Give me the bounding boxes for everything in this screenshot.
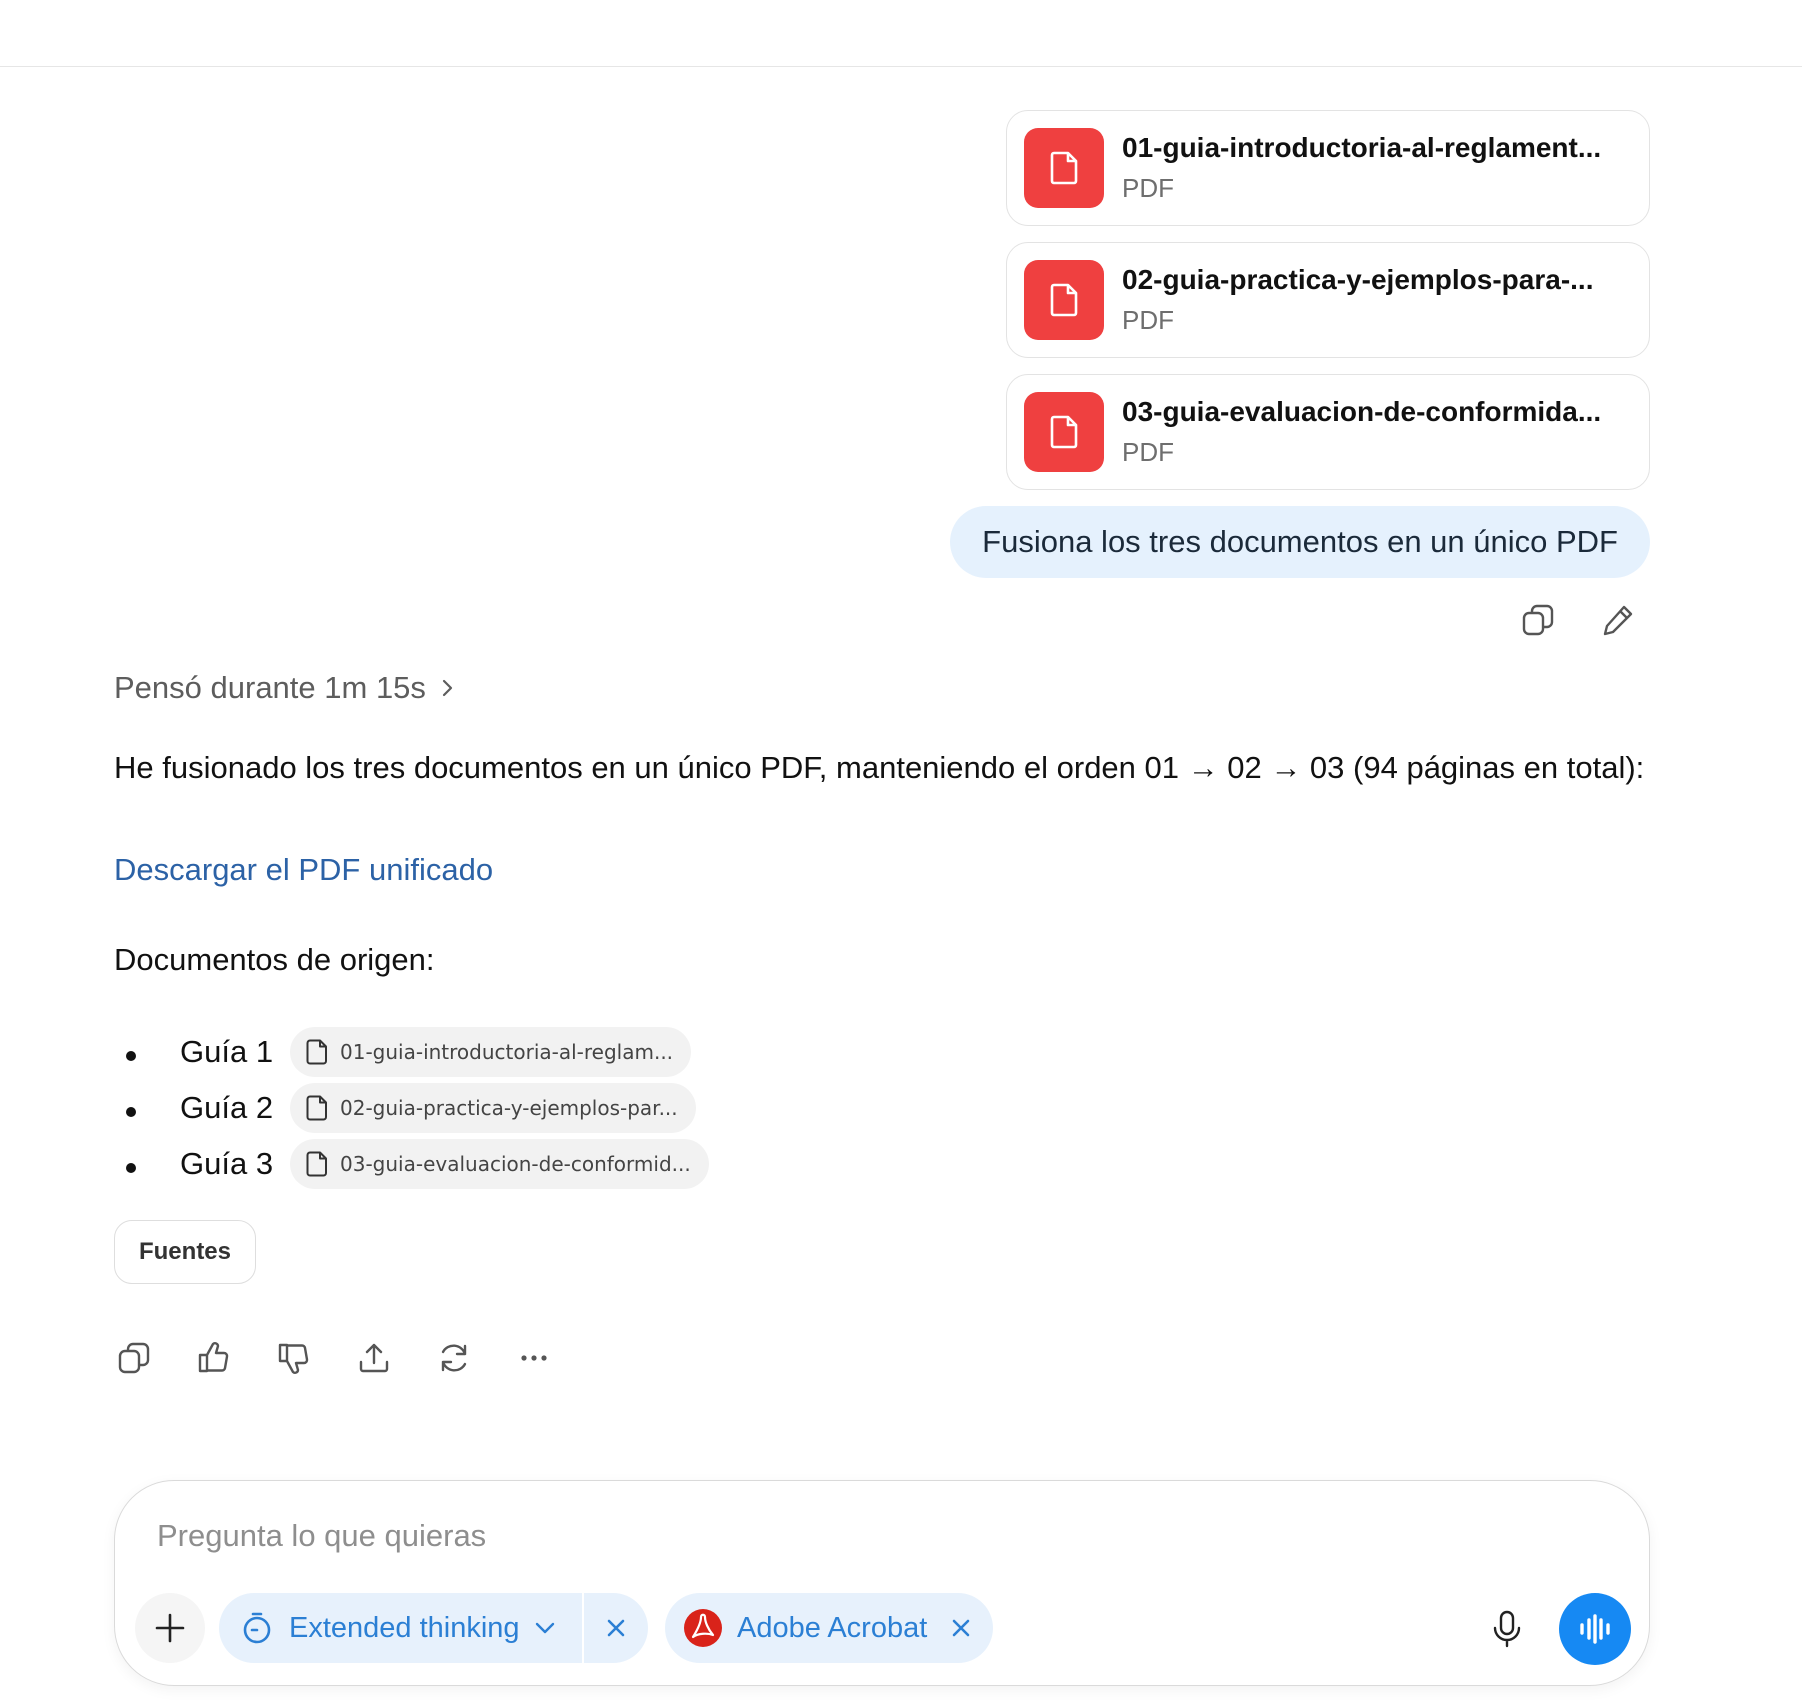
voice-mode-button[interactable]: [1559, 1593, 1631, 1665]
pdf-file-icon: [1024, 128, 1104, 208]
file-icon: [306, 1039, 328, 1065]
pdf-file-icon: [1024, 392, 1104, 472]
adobe-acrobat-app[interactable]: [665, 1593, 939, 1663]
plus-icon: [154, 1612, 186, 1644]
microphone-icon: [1491, 1609, 1523, 1649]
attachment-name: 03-guia-evaluacion-de-conformida...: [1122, 396, 1602, 427]
chevron-right-icon: [440, 678, 454, 698]
assistant-paragraph: He fusionado los tres documentos en un único PDF, manteniendo el orden 01 → 02 → 03 (94 páginas en total):: [114, 750, 1645, 785]
source-documents-list: [126, 1024, 709, 1192]
microphone-button[interactable]: [1479, 1601, 1535, 1657]
list-item: [126, 1024, 709, 1080]
bullet-icon: [126, 1051, 136, 1061]
attachment-card[interactable]: [1006, 110, 1650, 226]
extended-thinking-label: Extended thinking: [289, 1611, 520, 1644]
share-icon[interactable]: [352, 1336, 396, 1380]
download-merged-pdf-link[interactable]: Descargar el PDF unificado: [114, 852, 494, 887]
attachment-name: 01-guia-introductoria-al-reglament...: [1122, 132, 1602, 163]
bullet-icon: [126, 1107, 136, 1117]
source-file-chip[interactable]: [290, 1027, 691, 1077]
thumbs-down-icon[interactable]: [272, 1336, 316, 1380]
remove-adobe-acrobat-button[interactable]: [939, 1593, 983, 1663]
copy-icon[interactable]: [112, 1336, 156, 1380]
attachment-type: PDF: [1122, 437, 1174, 467]
pdf-file-icon: [1024, 260, 1104, 340]
attachment-type: PDF: [1122, 305, 1174, 335]
list-item: [126, 1136, 709, 1192]
thinking-summary-toggle[interactable]: [114, 670, 454, 706]
sources-button[interactable]: Fuentes: [114, 1220, 256, 1284]
prompt-input[interactable]: [155, 1507, 1559, 1565]
source-file-name: 02-guia-practica-y-ejemplos-par...: [340, 1096, 678, 1120]
source-label: Guía 1: [180, 1034, 274, 1069]
more-options-icon[interactable]: [512, 1336, 556, 1380]
thumbs-up-icon[interactable]: [192, 1336, 236, 1380]
sources-heading: Documentos de origen:: [114, 942, 435, 977]
list-item: [126, 1080, 709, 1136]
add-attachment-button[interactable]: [135, 1593, 205, 1663]
file-icon: [306, 1095, 328, 1121]
extended-thinking-selector[interactable]: [219, 1593, 582, 1663]
source-file-chip[interactable]: [290, 1139, 709, 1189]
adobe-acrobat-label: Adobe Acrobat: [737, 1611, 928, 1644]
source-file-name: 01-guia-introductoria-al-reglam...: [340, 1040, 674, 1064]
file-icon: [306, 1151, 328, 1177]
chevron-down-icon: [534, 1621, 556, 1635]
close-icon: [605, 1617, 627, 1639]
close-icon: [950, 1617, 972, 1639]
thinking-summary-label: Pensó durante 1m 15s: [114, 670, 426, 705]
timer-icon: [239, 1610, 275, 1646]
adobe-acrobat-pill: [665, 1593, 993, 1663]
extended-thinking-pill: [219, 1593, 648, 1663]
waveform-icon: [1577, 1614, 1613, 1644]
attachment-card[interactable]: [1006, 374, 1650, 490]
attachment-type: PDF: [1122, 173, 1174, 203]
edit-pencil-icon[interactable]: [1596, 598, 1640, 642]
adobe-acrobat-icon: [683, 1608, 723, 1648]
attachment-list: [1006, 110, 1650, 506]
source-label: Guía 2: [180, 1090, 274, 1125]
composer: [114, 1480, 1650, 1686]
user-message-bubble: Fusiona los tres documentos en un único PDF: [950, 506, 1650, 578]
top-bar: [0, 0, 1802, 67]
attachment-name: 02-guia-practica-y-ejemplos-para-...: [1122, 264, 1594, 295]
attachment-card[interactable]: [1006, 242, 1650, 358]
regenerate-icon[interactable]: [432, 1336, 476, 1380]
remove-extended-thinking-button[interactable]: [584, 1593, 648, 1663]
source-file-chip[interactable]: [290, 1083, 696, 1133]
source-label: Guía 3: [180, 1146, 274, 1181]
source-file-name: 03-guia-evaluacion-de-conformid...: [340, 1152, 691, 1176]
bullet-icon: [126, 1163, 136, 1173]
copy-icon[interactable]: [1516, 598, 1560, 642]
